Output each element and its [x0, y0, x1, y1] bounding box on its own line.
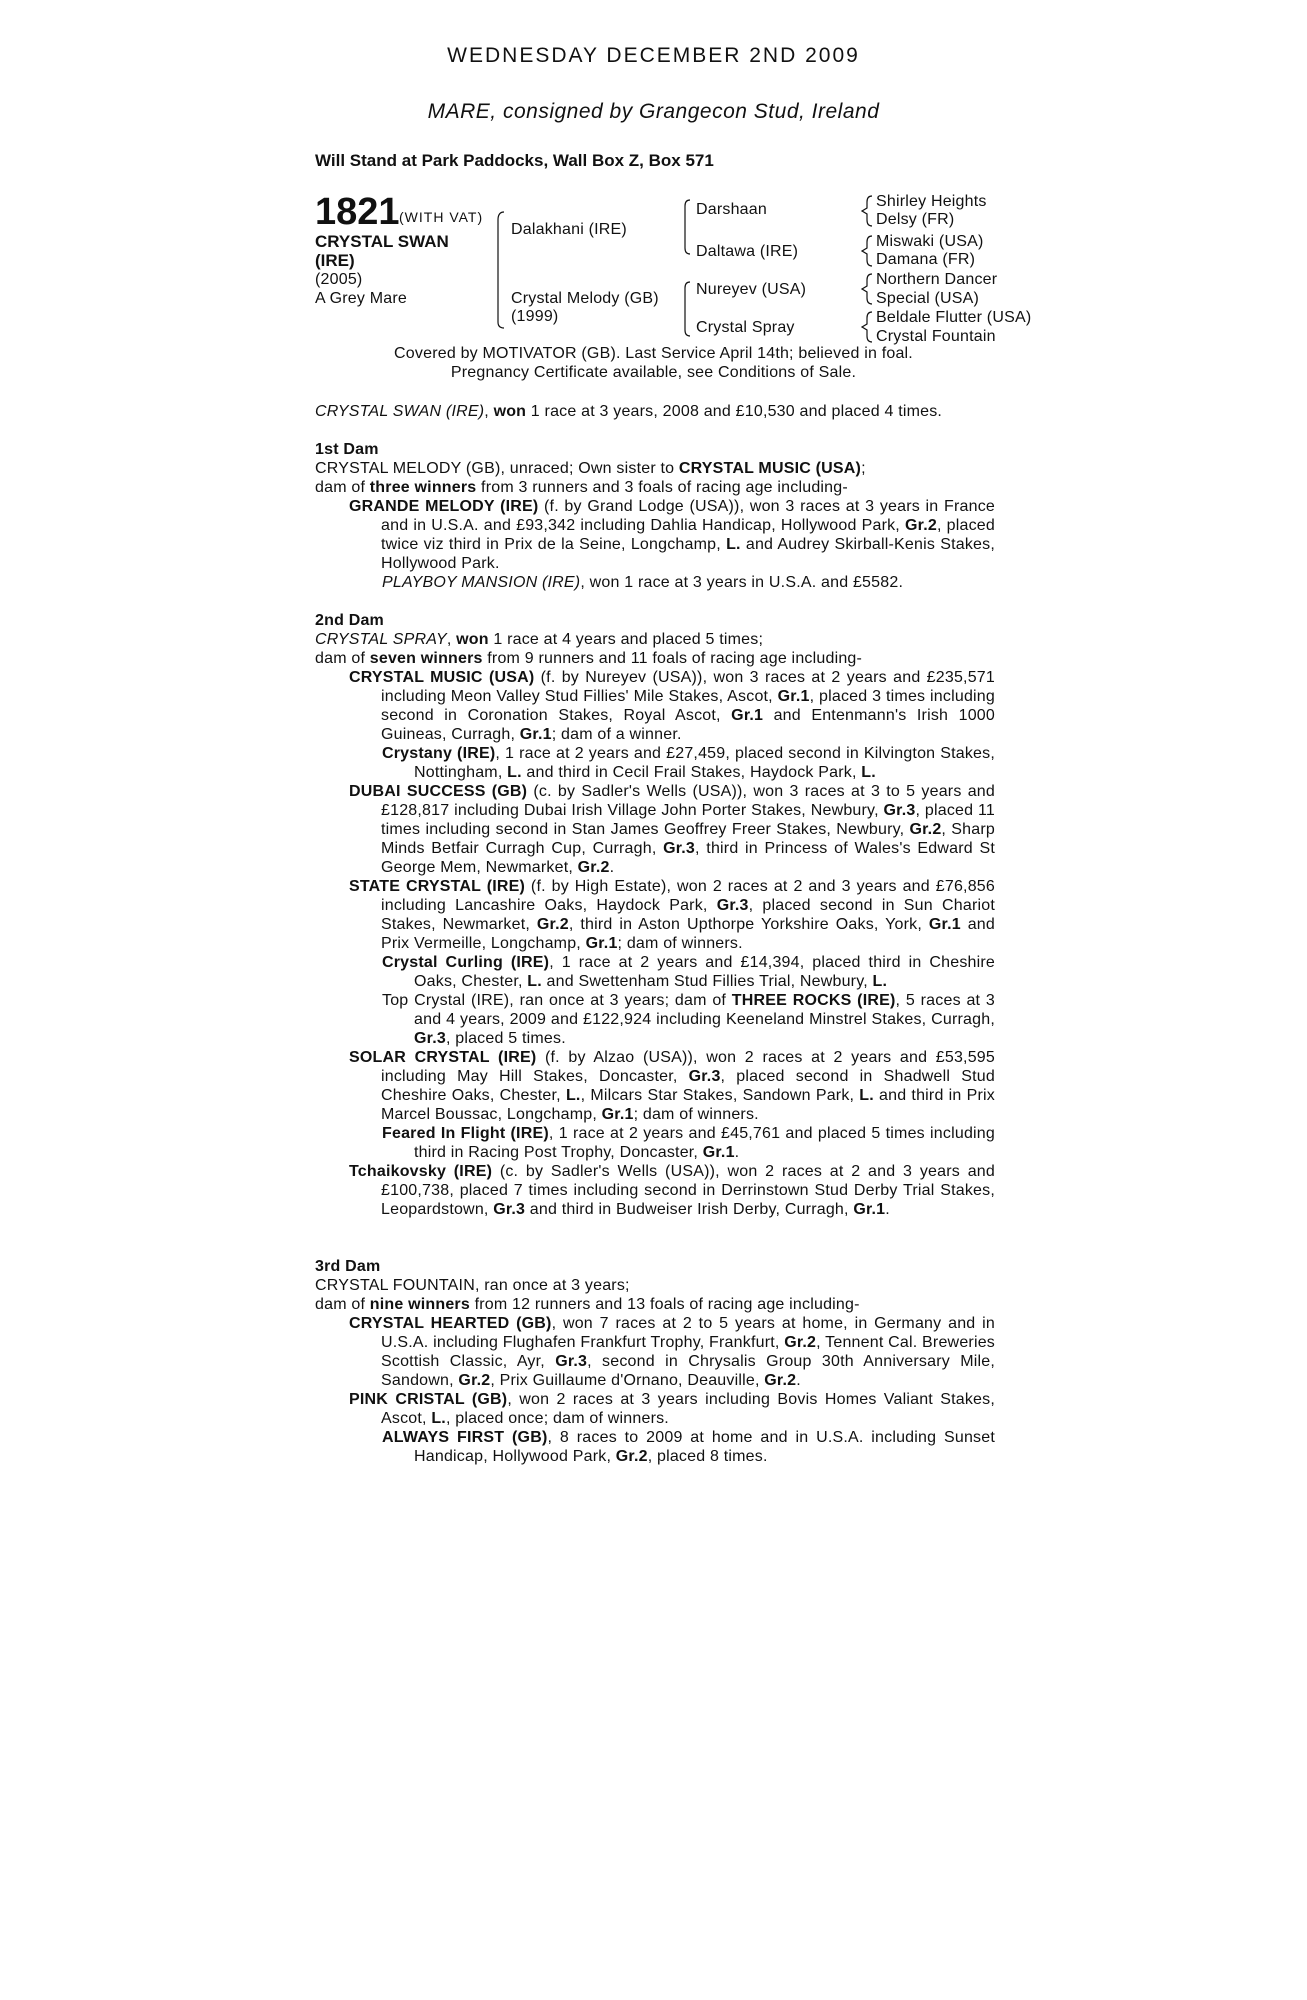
pedigree-brace-main: [492, 210, 506, 330]
summary-won: won: [493, 403, 527, 420]
vat-note: (WITH VAT): [399, 209, 484, 225]
second-dam-line1: CRYSTAL SPRAY, won 1 race at 4 years and placed 5 times;: [315, 631, 764, 648]
stand-location: Will Stand at Park Paddocks, Wall Box Z, Box 571: [315, 151, 714, 170]
first-dam-produce-1: GRANDE MELODY (IRE) (f. by Grand Lodge (USA)), won 3 races at 3 years in France and in U.S.A. and £93,342 including Dahlia Handicap, Hollywood Park, Gr.2, placed twice viz third in Prix de la Seine, Longchamp, L. and Audrey Skirball-Kenis Stakes, Hollywood Park.: [349, 498, 996, 572]
produce-crystal-music: CRYSTAL MUSIC (USA) (f. by Nureyev (USA)), won 3 races at 2 years and £235,571 including Meon Valley Stud Fillies' Mile Stakes, Ascot, Gr.1, placed 3 times including second in Coronation Stakes, Royal Ascot, Gr.1 and Entenmann's Irish 1000 Guineas, Curragh, Gr.1; dam of a winner.: [349, 669, 996, 743]
pedigree-sire: Dalakhani (IRE): [511, 221, 627, 238]
pedigree-gg4: Damana (FR): [876, 251, 976, 268]
produce-crystal-curling: Crystal Curling (IRE), 1 race at 2 years and £14,394, placed third in Cheshire Oaks, Chester, L. and Swettenham Stud Fillies Trial, Newbury, L.: [382, 954, 995, 990]
pedigree-gg6: Special (USA): [876, 290, 980, 307]
pedigree-brace-gg2: [860, 234, 874, 268]
first-dam-produce-2: PLAYBOY MANSION (IRE), won 1 race at 3 years in U.S.A. and £5582.: [382, 574, 904, 591]
third-dam-section: [315, 1257, 995, 1466]
pedigree-gg5: Northern Dancer: [876, 271, 998, 288]
race-summary: CRYSTAL SWAN (IRE), won 1 race at 3 years, 2008 and £10,530 and placed 4 times.: [315, 403, 943, 420]
horse-name-line2: (IRE): [315, 251, 355, 270]
horse-name: [315, 232, 449, 270]
foaling-year: (2005): [315, 271, 363, 288]
pedigree-g2: Daltawa (IRE): [696, 243, 799, 260]
produce-crystany: Crystany (IRE), 1 race at 2 years and £27,459, placed second in Kilvington Stakes, Nottingham, L. and third in Cecil Frail Stakes, Haydock Park, L.: [382, 745, 995, 781]
covered-line: Covered by MOTIVATOR (GB). Last Service April 14th; believed in foal.: [394, 345, 913, 362]
pedigree-brace-gg1: [860, 194, 874, 228]
horse-name-line1: CRYSTAL SWAN: [315, 232, 449, 251]
pedigree-gg8: Crystal Fountain: [876, 328, 996, 345]
consignment-line: MARE, consigned by Grangecon Stud, Ireland: [427, 100, 880, 123]
summary-text: 1 race at 3 years, 2008 and £10,530 and placed 4 times.: [526, 403, 943, 420]
produce-solar-crystal: SOLAR CRYSTAL (IRE) (f. by Alzao (USA)), won 2 races at 2 years and £53,595 including May Hill Stakes, Doncaster, Gr.3, placed second in Shadwell Stud Cheshire Oaks, Chester, L., Milcars Star Stakes, Sandown Park, L. and third in Prix Marcel Boussac, Longchamp, Gr.1; dam of winners.: [349, 1049, 995, 1123]
produce-top-crystal: Top Crystal (IRE), ran once at 3 years; dam of THREE ROCKS (IRE), 5 races at 3 and 4 years, 2009 and £122,924 including Keeneland Minstrel Stakes, Curragh, Gr.3, placed 5 times.: [382, 992, 995, 1047]
pedigree-brace-gg3: [860, 272, 874, 306]
third-dam-heading: 3rd Dam: [315, 1258, 381, 1275]
pedigree-dam-year: (1999): [511, 308, 559, 325]
produce-state-crystal: STATE CRYSTAL (IRE) (f. by High Estate), won 2 races at 2 and 3 years and £76,856 including Lancashire Oaks, Haydock Park, Gr.3, placed second in Sun Chariot Stakes, Newmarket, Gr.2, third in Aston Upthorpe Yorkshire Oaks, York, Gr.1 and Prix Vermeille, Longchamp, Gr.1; dam of winners.: [349, 878, 995, 952]
produce-tchaikovsky: Tchaikovsky (IRE) (c. by Sadler's Wells (USA)), won 2 races at 2 and 3 years and £100,738, placed 7 times including second in Derrinstown Stud Derby Trial Stakes, Leopardstown, Gr.3 and third in Budweiser Irish Derby, Curragh, Gr.1.: [349, 1163, 995, 1218]
pedigree-gg7: Beldale Flutter (USA): [876, 309, 1032, 326]
produce-always-first: ALWAYS FIRST (GB), 8 races to 2009 at home and in U.S.A. including Sunset Handicap, Hollywood Park, Gr.2, placed 8 times.: [382, 1429, 995, 1465]
pedigree-gg3: Miswaki (USA): [876, 233, 984, 250]
produce-pink-cristal: PINK CRISTAL (GB), won 2 races at 3 years including Bovis Homes Valiant Stakes, Ascot, L., placed once; dam of winners.: [349, 1391, 995, 1427]
pedigree-brace-sire: [680, 198, 692, 256]
sale-date: WEDNESDAY DECEMBER 2ND 2009: [447, 44, 860, 67]
second-dam-heading: 2nd Dam: [315, 612, 384, 629]
pedigree-brace-gg4: [860, 310, 874, 344]
third-dam-line1: CRYSTAL FOUNTAIN, ran once at 3 years;: [315, 1277, 630, 1294]
summary-horse-name: CRYSTAL SWAN (IRE): [315, 403, 485, 420]
pedigree-brace-dam: [680, 280, 692, 338]
third-dam-line2: dam of nine winners from 12 runners and 13 foals of racing age including-: [315, 1296, 860, 1313]
first-dam-section: [315, 440, 995, 592]
pedigree-g1: Darshaan: [696, 201, 767, 218]
pedigree-dam: Crystal Melody (GB): [511, 290, 659, 307]
first-dam-line1: CRYSTAL MELODY (GB), unraced; Own sister to CRYSTAL MUSIC (USA);: [315, 460, 866, 477]
produce-dubai-success: DUBAI SUCCESS (GB) (c. by Sadler's Wells (USA)), won 3 races at 3 to 5 years and £128,817 including Dubai Irish Village John Porter Stakes, Newbury, Gr.3, placed 11 times including second in Stan James Geoffrey Freer Stakes, Newbury, Gr.2, Sharp Minds Betfair Curragh Cup, Curragh, Gr.3, third in Princess of Wales's Edward St George Mem, Newmarket, Gr.2.: [349, 783, 995, 876]
pregnancy-line: Pregnancy Certificate available, see Conditions of Sale.: [450, 364, 857, 381]
pedigree-g3: Nureyev (USA): [696, 281, 807, 298]
first-dam-line2: dam of three winners from 3 runners and 3 foals of racing age including-: [315, 479, 848, 496]
second-dam-line2: dam of seven winners from 9 runners and 11 foals of racing age including-: [315, 650, 863, 667]
horse-description: A Grey Mare: [315, 290, 408, 307]
pedigree-gg1: Shirley Heights: [876, 193, 987, 210]
pedigree-g4: Crystal Spray: [696, 319, 795, 336]
first-dam-heading: 1st Dam: [315, 441, 379, 458]
pedigree-gg2: Delsy (FR): [876, 211, 955, 228]
second-dam-section: [315, 611, 995, 1219]
produce-crystal-hearted: CRYSTAL HEARTED (GB), won 7 races at 2 to 5 years at home, in Germany and in U.S.A. including Flughafen Frankfurt Trophy, Frankfurt, Gr.2, Tennent Cal. Breweries Scottish Classic, Ayr, Gr.3, second in Chrysalis Group 30th Anniversary Mile, Sandown, Gr.2, Prix Guillaume d'Ornano, Deauville, Gr.2.: [349, 1315, 996, 1389]
produce-feared-in-flight: Feared In Flight (IRE), 1 race at 2 years and £45,761 and placed 5 times including third in Racing Post Trophy, Doncaster, Gr.1.: [382, 1125, 995, 1161]
lot-number: 1821: [315, 191, 400, 233]
